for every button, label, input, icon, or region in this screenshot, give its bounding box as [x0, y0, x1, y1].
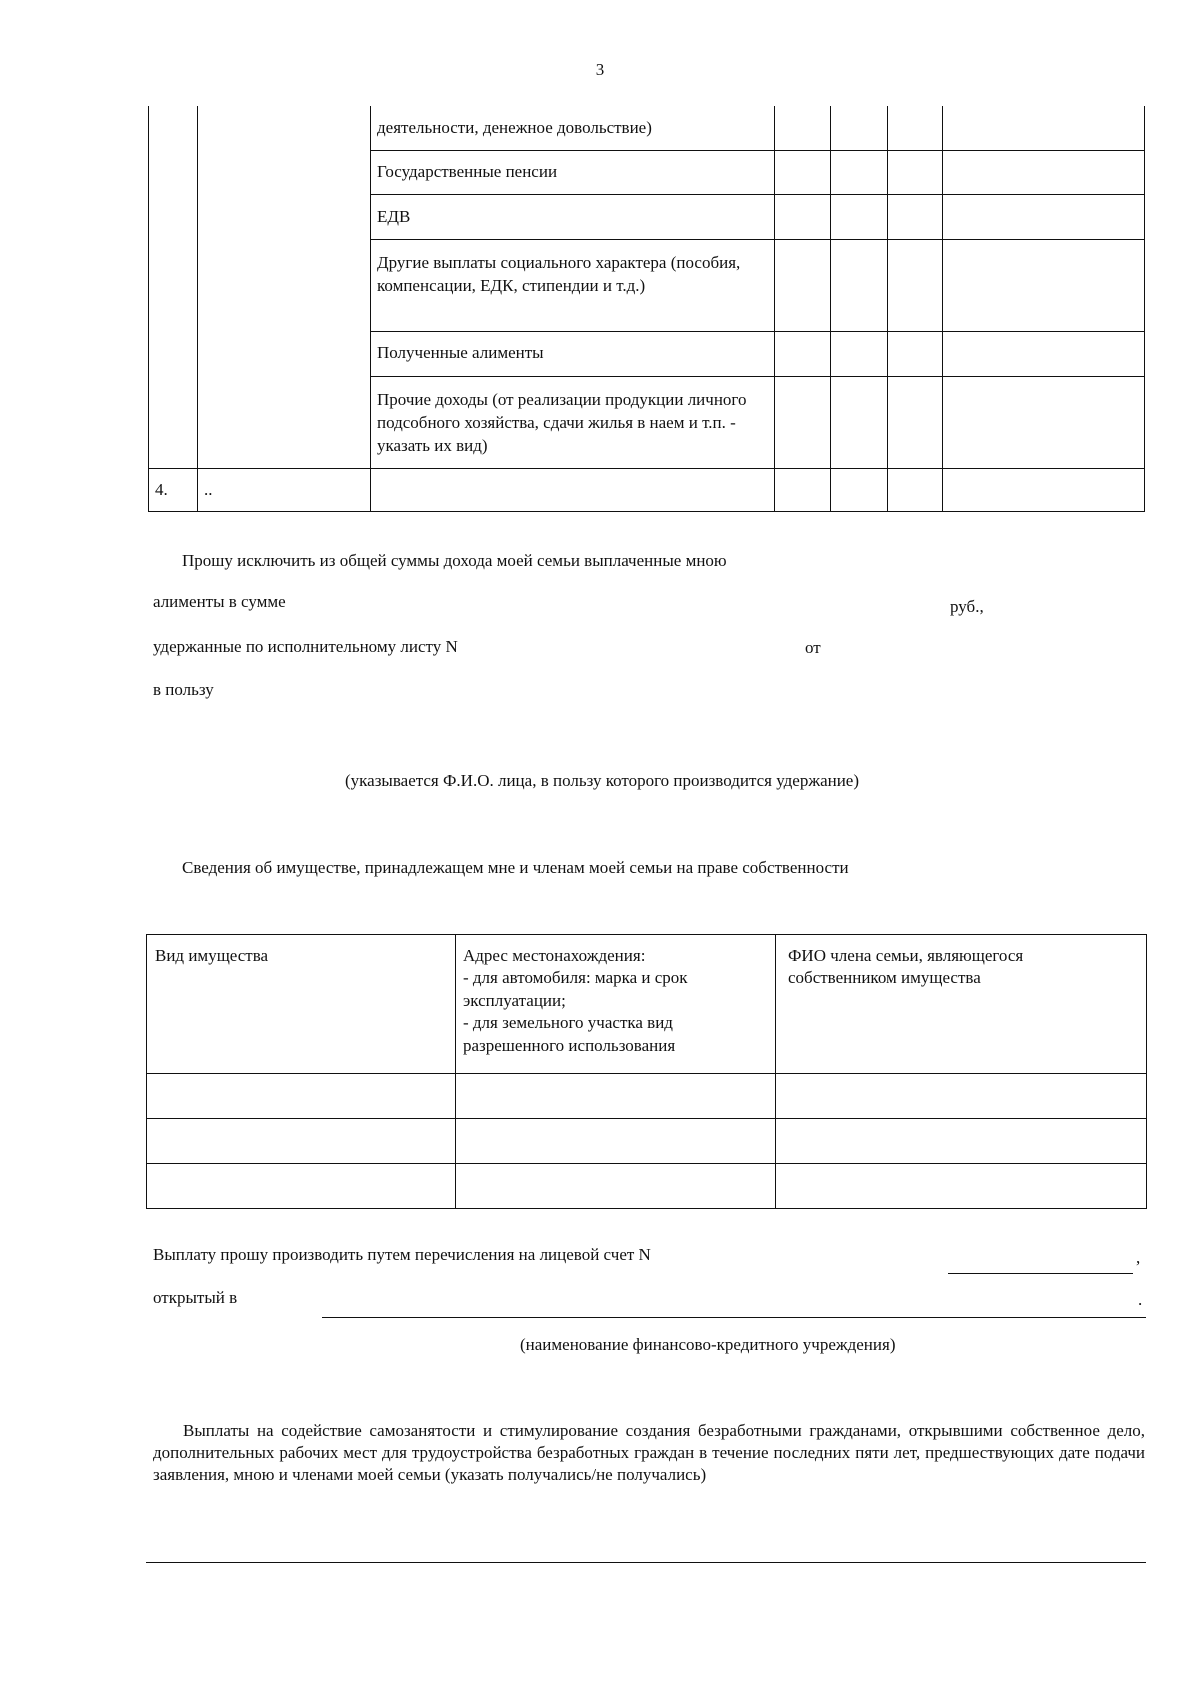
income-row-label: Государственные пенсии: [377, 162, 558, 181]
property-address-header-text: Адрес местонахождения: - для автомобиля: марка и срок эксплуатации; - для земельного участка вид разрешенного использования: [463, 946, 688, 1055]
beneficiary-label: в пользу: [153, 680, 214, 699]
opened-in-label: открытый в: [153, 1288, 238, 1307]
family-member-cell: ..: [204, 480, 213, 499]
property-heading: Сведения об имуществе, принадлежащем мне и членам моей семьи на праве собственности: [182, 858, 849, 877]
beneficiary-hint: (указывается Ф.И.О. лица, в пользу которого производится удержание): [345, 771, 860, 790]
property-owner-cell[interactable]: [776, 1074, 1147, 1119]
property-owner-header: [776, 935, 1147, 1074]
property-type-header-text: Вид имущества: [155, 946, 269, 965]
page-number: 3: [595, 60, 605, 79]
property-type-header: [147, 935, 456, 1074]
income-table-border: [1144, 106, 1145, 512]
account-comma: ,: [1136, 1248, 1141, 1267]
writ-label: удержанные по исполнительному листу N: [153, 637, 458, 656]
income-row-label: Полученные алименты: [377, 343, 544, 362]
income-table-border: [370, 376, 1145, 377]
income-table-border: [830, 106, 831, 512]
property-address-cell[interactable]: [456, 1119, 776, 1164]
income-table-border: [148, 511, 1145, 512]
income-table-border: [370, 239, 1145, 240]
property-type-cell[interactable]: [147, 1119, 456, 1164]
bank-period: .: [1138, 1290, 1143, 1309]
row-number: 4.: [155, 480, 168, 499]
income-row-label: Прочие доходы (от реализации продукции личного подсобного хозяйства, сдачи жилья в наем и т.п. - указать их вид): [377, 390, 747, 455]
self-employment-answer-line[interactable]: [146, 1562, 1146, 1563]
account-number-line[interactable]: [948, 1273, 1133, 1274]
income-row-label: деятельности, денежное довольствие): [377, 118, 652, 137]
income-row-label: Другие выплаты социального характера (пособия, компенсации, ЕДК, стипендии и т.д.): [377, 253, 741, 295]
property-table: [146, 934, 1147, 1209]
income-table-border: [370, 106, 371, 512]
income-table-border: [370, 331, 1145, 332]
currency-label: руб.,: [950, 597, 984, 616]
property-owner-cell[interactable]: [776, 1119, 1147, 1164]
alimony-request: Прошу исключить из общей суммы дохода моей семьи выплаченные мною: [182, 551, 727, 570]
income-table-border: [197, 106, 198, 512]
income-table-border: [148, 468, 1145, 469]
bank-name-line[interactable]: [322, 1317, 1146, 1318]
property-owner-header-text: ФИО члена семьи, являющегося собственником имущества: [788, 946, 1024, 988]
property-type-cell[interactable]: [147, 1164, 456, 1209]
self-employment-text: Выплаты на содействие самозанятости и стимулирование создания безработными гражданами, открывшими собственное дело, дополнительных рабочих мест для трудоустройства безработных граждан в течение последних пяти лет, предшествующих дате подачи заявления, мною и членами моей семьи (указать получались/не получались): [153, 1421, 1145, 1485]
property-address-cell[interactable]: [456, 1074, 776, 1119]
income-row-label: ЕДВ: [377, 207, 411, 226]
property-owner-cell[interactable]: [776, 1164, 1147, 1209]
property-address-header: [456, 935, 776, 1074]
income-table-border: [370, 150, 1145, 151]
bank-hint: (наименование финансово-кредитного учреждения): [520, 1335, 896, 1354]
from-label: от: [805, 638, 821, 657]
income-table-border: [370, 194, 1145, 195]
income-table-border: [148, 106, 149, 512]
property-address-cell[interactable]: [456, 1164, 776, 1209]
income-table-border: [774, 106, 775, 512]
income-table-border: [942, 106, 943, 512]
income-table-border: [887, 106, 888, 512]
account-label: Выплату прошу производить путем перечисления на лицевой счет N: [153, 1245, 651, 1264]
property-type-cell[interactable]: [147, 1074, 456, 1119]
alimony-amount-label: алименты в сумме: [153, 592, 286, 611]
